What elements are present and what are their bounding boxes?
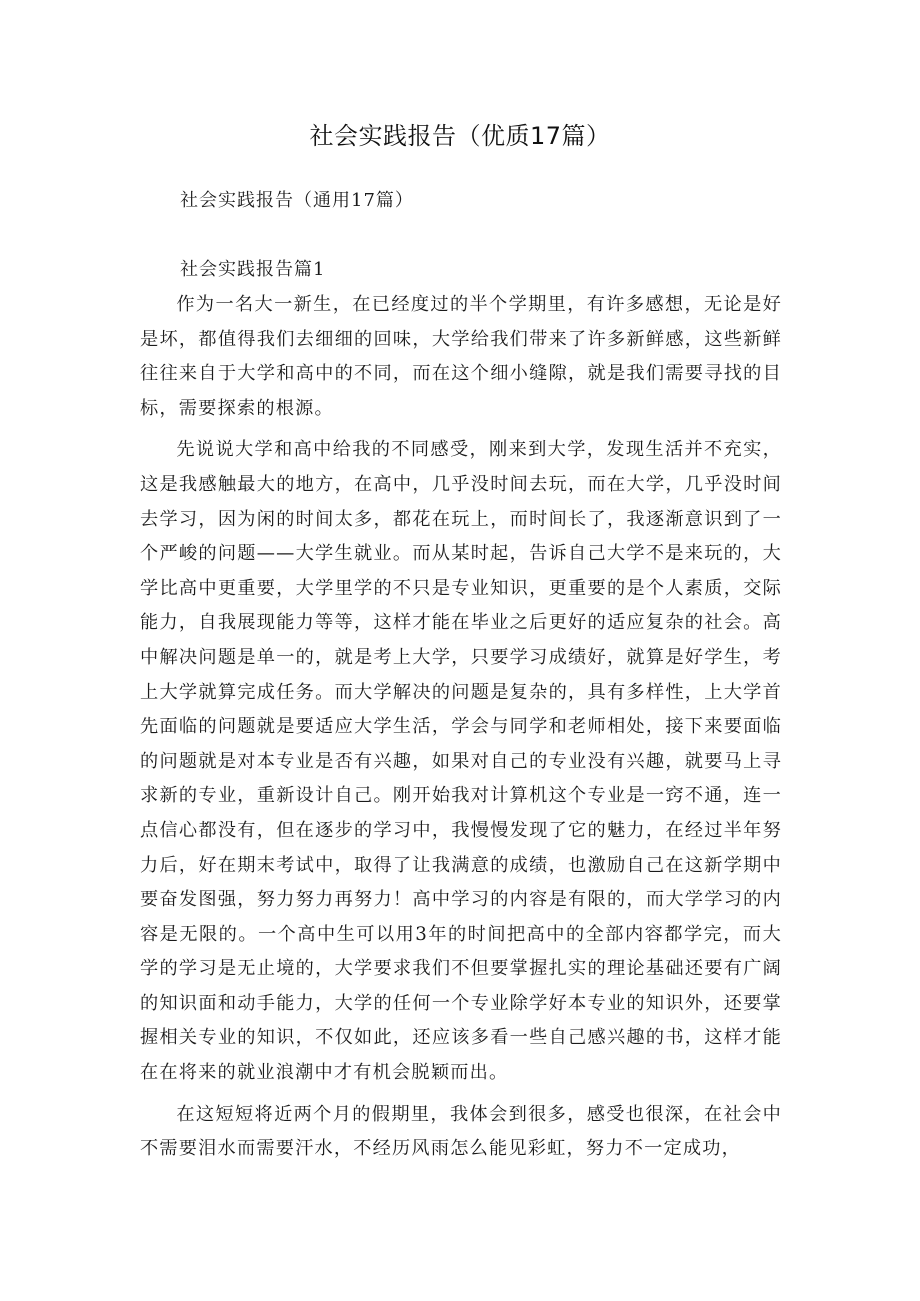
section-heading: 社会实践报告篇1: [180, 259, 326, 280]
paragraph: 作为一名大一新生，在已经度过的半个学期里，有许多感想，无论是好是坏，都值得我们去细细的回味，大学给我们带来了许多新鲜感，这些新鲜往往来自于大学和高中的不同，而在这个细小缝隙，就是我们需要寻找的目标，需要探索的根源。: [140, 294, 782, 419]
paragraph: 先说说大学和高中给我的不同感受，刚来到大学，发现生活并不充实，这是我感触最大的地方，在高中，几乎没时间去玩，而在大学，几乎没时间去学习，因为闲的时间太多，都花在玩上，而时间长了，我逐渐意识到了一个严峻的问题——大学生就业。而从某时起，告诉自己大学不是来玩的，大学比高中更重要，大学里学的不只是专业知识，更重要的是个人素质，交际能力，自我展现能力等等，这样才能在毕业之后更好的适应复杂的社会。高中解决问题是单一的，就是考上大学，只要学习成绩好，就算是好学生，考上大学就算完成任务。而大学解决的问题是复杂的，具有多样性，上大学首先面临的问题就是要适应大学生活，学会与同学和老师相处，接下来要面临的问题就是对本专业是否有兴趣，如果对自己的专业没有兴趣，就要马上寻求新的专业，重新设计自己。刚开始我对计算机这个专业是一窍不通，连一点信心都没有，但在逐步的学习中，我慢慢发现了它的魅力，在经过半年努力后，好在期末考试中，取得了让我满意的成绩，也激励自己在这新学期中要奋发图强，努力努力再努力！高中学习的内容是有限的，而大学学习的内容是无限的。一个高中生可以用3年的时间把高中的全部内容都学完，而大学的学习是无止境的，大学要求我们不但要掌握扎实的理论基础还要有广阔的知识面和动手能力，大学的任何一个专业除学好本专业的知识外，还要掌握相关专业的知识，不仅如此，还应该多看一些自己感兴趣的书，这样才能在在将来的就业浪潮中才有机会脱颖而出。: [140, 439, 782, 1084]
document-title: 社会实践报告（优质17篇）: [309, 122, 611, 150]
body-text: [140, 288, 782, 1174]
paragraph: 在这短短将近两个月的假期里，我体会到很多，感受也很深，在社会中不需要泪水而需要汗水，不经历风雨怎么能见彩虹，努力不一定成功，: [140, 1103, 782, 1160]
document-subtitle: 社会实践报告（通用17篇）: [180, 190, 414, 211]
